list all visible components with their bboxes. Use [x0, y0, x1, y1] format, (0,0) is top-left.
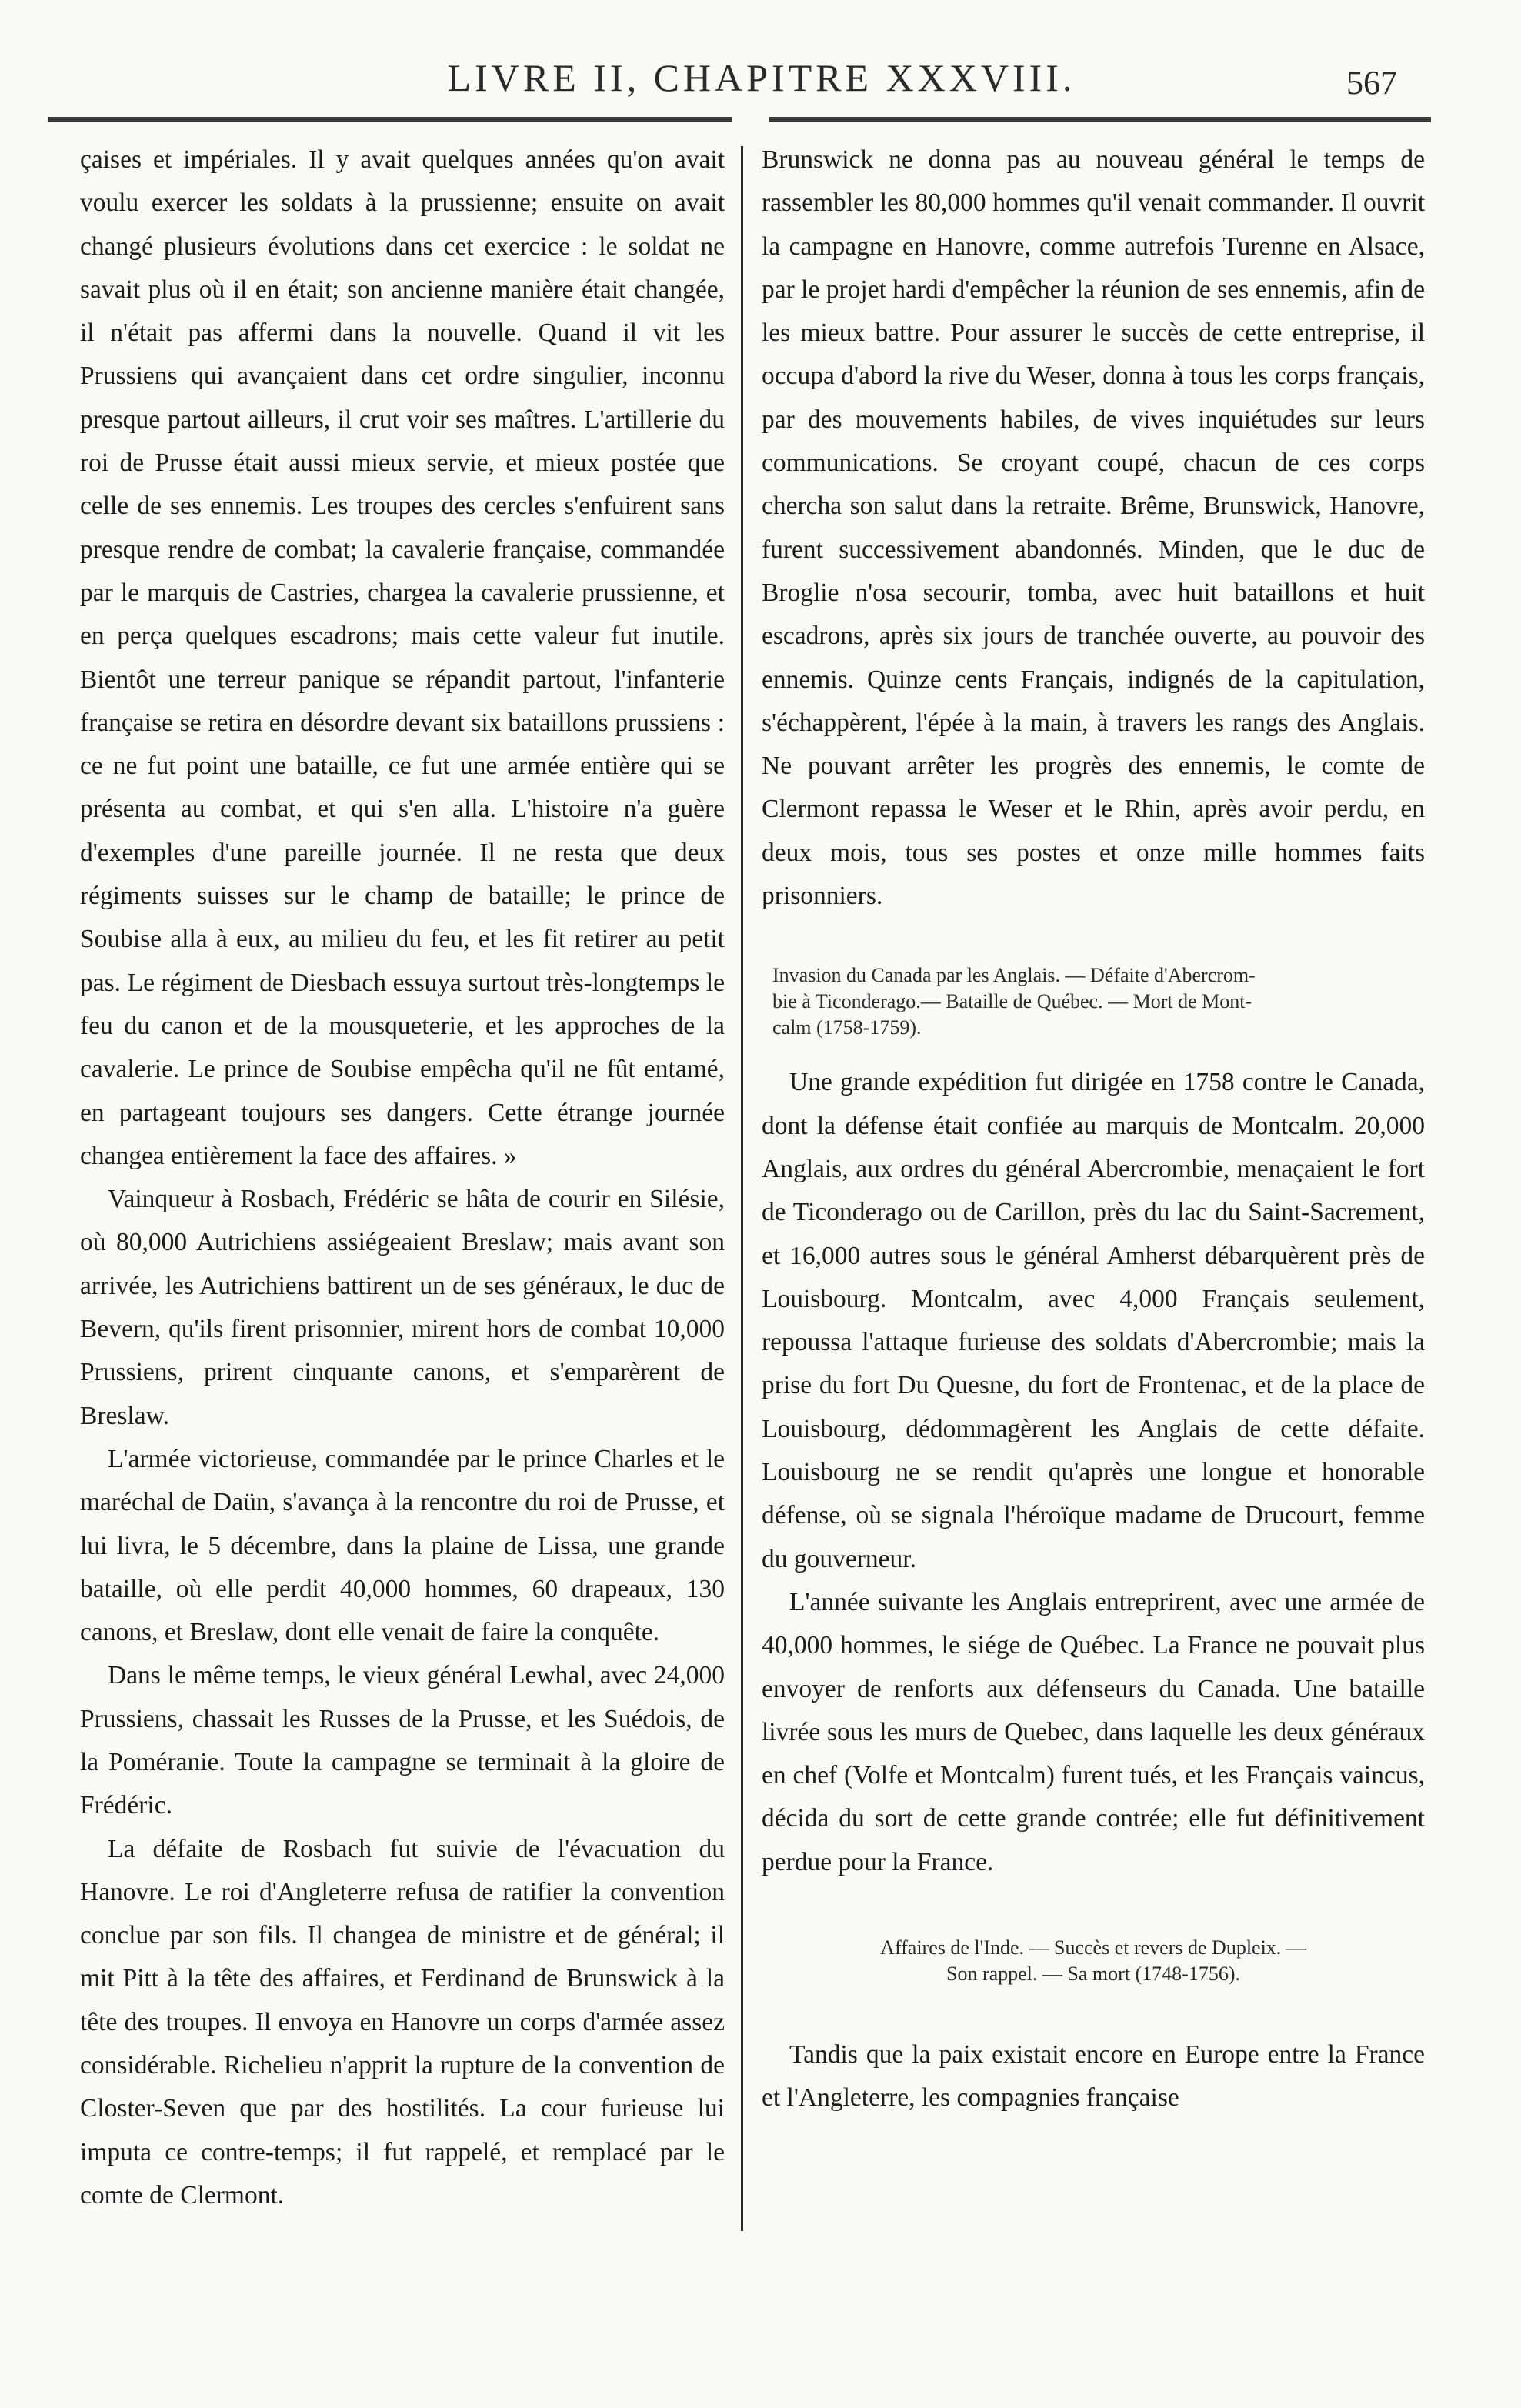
- paragraph: L'année suivante les Anglais entreprirent, avec une armée de 40,000 hommes, le siége de Québec. La France ne pouvait plus envoyer de renforts aux défenseurs du Canada. Une bataille livrée sous les murs de Quebec, dans laquelle les deux généraux en chef (Volfe et Montcalm) furent tués, et les Français vaincus, décida du sort de cette grande contrée; elle fut définitivement perdue pour la France.: [762, 1587, 1425, 1876]
- paragraph: Dans le même temps, le vieux général Lewhal, avec 24,000 Prussiens, chassait les Russes de la Prusse, et les Suédois, de la Poméranie. Toute la campagne se terminait à la gloire de Frédéric.: [80, 1661, 725, 1820]
- column-divider: [741, 146, 743, 2231]
- paragraph: çaises et impériales. Il y avait quelques années qu'on avait voulu exercer les soldats à la prussienne; ensuite on avait changé plusieurs évolutions dans cet exercice : le soldat ne savait plus où il en était; son ancienne manière était changée, il n'était pas affermi dans la nouvelle. Quand il vit les Prussiens qui avançaient dans cet ordre singulier, inconnu presque partout ailleurs, il crut voir ses maîtres. L'artillerie du roi de Prusse était aussi mieux servie, et mieux postée que celle de ses ennemis. Les troupes des cercles s'enfuirent sans presque rendre de combat; la cavalerie française, commandée par le marquis de Castries, chargea la cavalerie prussienne, et en perça quelques escadrons; mais cette valeur fut inutile. Bientôt une terreur panique se répandit partout, l'infanterie française se retira en désordre devant six bataillons prussiens : ce ne fut point une bataille, ce fut une armée entière qui se présenta au combat, et qui s'en alla. L'histoire n'a guère d'exemples d'une pareille journée. Il ne resta que deux régiments suisses sur le champ de bataille; le prince de Soubise alla à eux, au milieu du feu, et les fit retirer au petit pas. Le régiment de Diesbach essuya surtout très-longtemps le feu du canon et de la mousqueterie, et les approches de la cavalerie. Le prince de Soubise empêcha qu'il ne fût entamé, en partageant toujours ses dangers. Cette étrange journée changea entièrement la face des affaires. »: [80, 145, 725, 1170]
- paragraph: Vainqueur à Rosbach, Frédéric se hâta de courir en Silésie, où 80,000 Autrichiens assiégeaient Breslaw; mais avant son arrivée, les Autrichiens battirent un de ses généraux, le duc de Bevern, qu'ils firent prisonnier, mirent hors de combat 10,000 Prussiens, prirent cinquante canons, et s'emparèrent de Breslaw.: [80, 1185, 725, 1430]
- paragraph: L'armée victorieuse, commandée par le prince Charles et le maréchal de Daün, s'avança à la rencontre du roi de Prusse, et lui livra, le 5 décembre, dans la plaine de Lissa, une grande bataille, où elle perdit 40,000 hommes, 60 drapeaux, 130 canons, et Breslaw, dont elle venait de faire la conquête.: [80, 1444, 725, 1647]
- heading-line: calm (1758-1759).: [772, 1016, 922, 1039]
- heading-line: bie à Ticonderago.— Bataille de Québec. — Mort de Mont-: [772, 990, 1252, 1013]
- left-column: [80, 138, 725, 2217]
- running-title: LIVRE II, CHAPITRE XXXVIII.: [447, 56, 1076, 99]
- paragraph: Une grande expédition fut dirigée en 1758 contre le Canada, dont la défense était confiée au marquis de Montcalm. 20,000 Anglais, aux ordres du général Abercrombie, menaçaient le fort de Ticonderago ou de Carillon, près du lac du Saint-Sacrement, et 16,000 autres sous le général Amherst débarquèrent près de Louisbourg. Montcalm, avec 4,000 Français seulement, repoussa l'attaque furieuse des soldats d'Abercrombie; mais la prise du fort Du Quesne, du fort de Frontenac, et de la place de Louisbourg, dédommagèrent les Anglais de cette défaite. Louisbourg ne se rendit qu'après une longue et honorable défense, où se signala l'héroïque madame de Drucourt, femme du gouverneur.: [762, 1068, 1425, 1573]
- section-heading-canada: [772, 962, 1414, 1041]
- heading-line: Invasion du Canada par les Anglais. — Défaite d'Abercrom-: [772, 964, 1256, 987]
- heading-line: Son rappel. — Sa mort (1748-1756).: [946, 1962, 1240, 1985]
- paragraph: La défaite de Rosbach fut suivie de l'évacuation du Hanovre. Le roi d'Angleterre refusa de ratifier la convention conclue par son fils. Il changea de ministre et de général; il mit Pitt à la tête des affaires, et Ferdinand de Brunswick à la tête des troupes. Il envoya en Hanovre un corps d'armée assez considérable. Richelieu n'apprit la rupture de la convention de Closter-Seven que par des hostilités. La cour furieuse lui imputa ce contre-temps; il fut rappelé, et remplacé par le comte de Clermont.: [80, 1834, 725, 2210]
- paragraph: Brunswick ne donna pas au nouveau général le temps de rassembler les 80,000 hommes qu'il venait commander. Il ouvrit la campagne en Hanovre, comme autrefois Turenne en Alsace, par le projet hardi d'empêcher la réunion de ses ennemis, afin de les mieux battre. Pour assurer le succès de cette entreprise, il occupa d'abord la rive du Weser, donna à tous les corps français, par des mouvements habiles, de vives inquiétudes sur leurs communications. Se croyant coupé, chacun de ces corps chercha son salut dans la retraite. Brême, Brunswick, Hanovre, furent successivement abandonnés. Minden, que le duc de Broglie n'osa secourir, tomba, avec huit bataillons et huit escadrons, après six jours de tranchée ouverte, au pouvoir des ennemis. Quinze cents Français, indignés de la capitulation, s'échappèrent, l'épée à la main, à travers les rangs des Anglais. Ne pouvant arrêter les progrès des ennemis, le comte de Clermont repassa le Weser et le Rhin, après avoir perdu, en deux mois, tous ses postes et onze mille hommes faits prisonniers.: [762, 145, 1425, 911]
- header-rule-right: [769, 117, 1431, 122]
- right-column: [762, 138, 1425, 2120]
- page-number: 567: [1346, 64, 1397, 102]
- section-heading-inde: [792, 1935, 1394, 1987]
- page-header: [0, 48, 1521, 117]
- paragraph: Tandis que la paix existait encore en Europe entre la France et l'Angleterre, les compagnies française: [762, 2039, 1425, 2113]
- heading-line: Affaires de l'Inde. — Succès et revers de Dupleix. —: [880, 1936, 1306, 1959]
- header-rule-left: [48, 117, 732, 122]
